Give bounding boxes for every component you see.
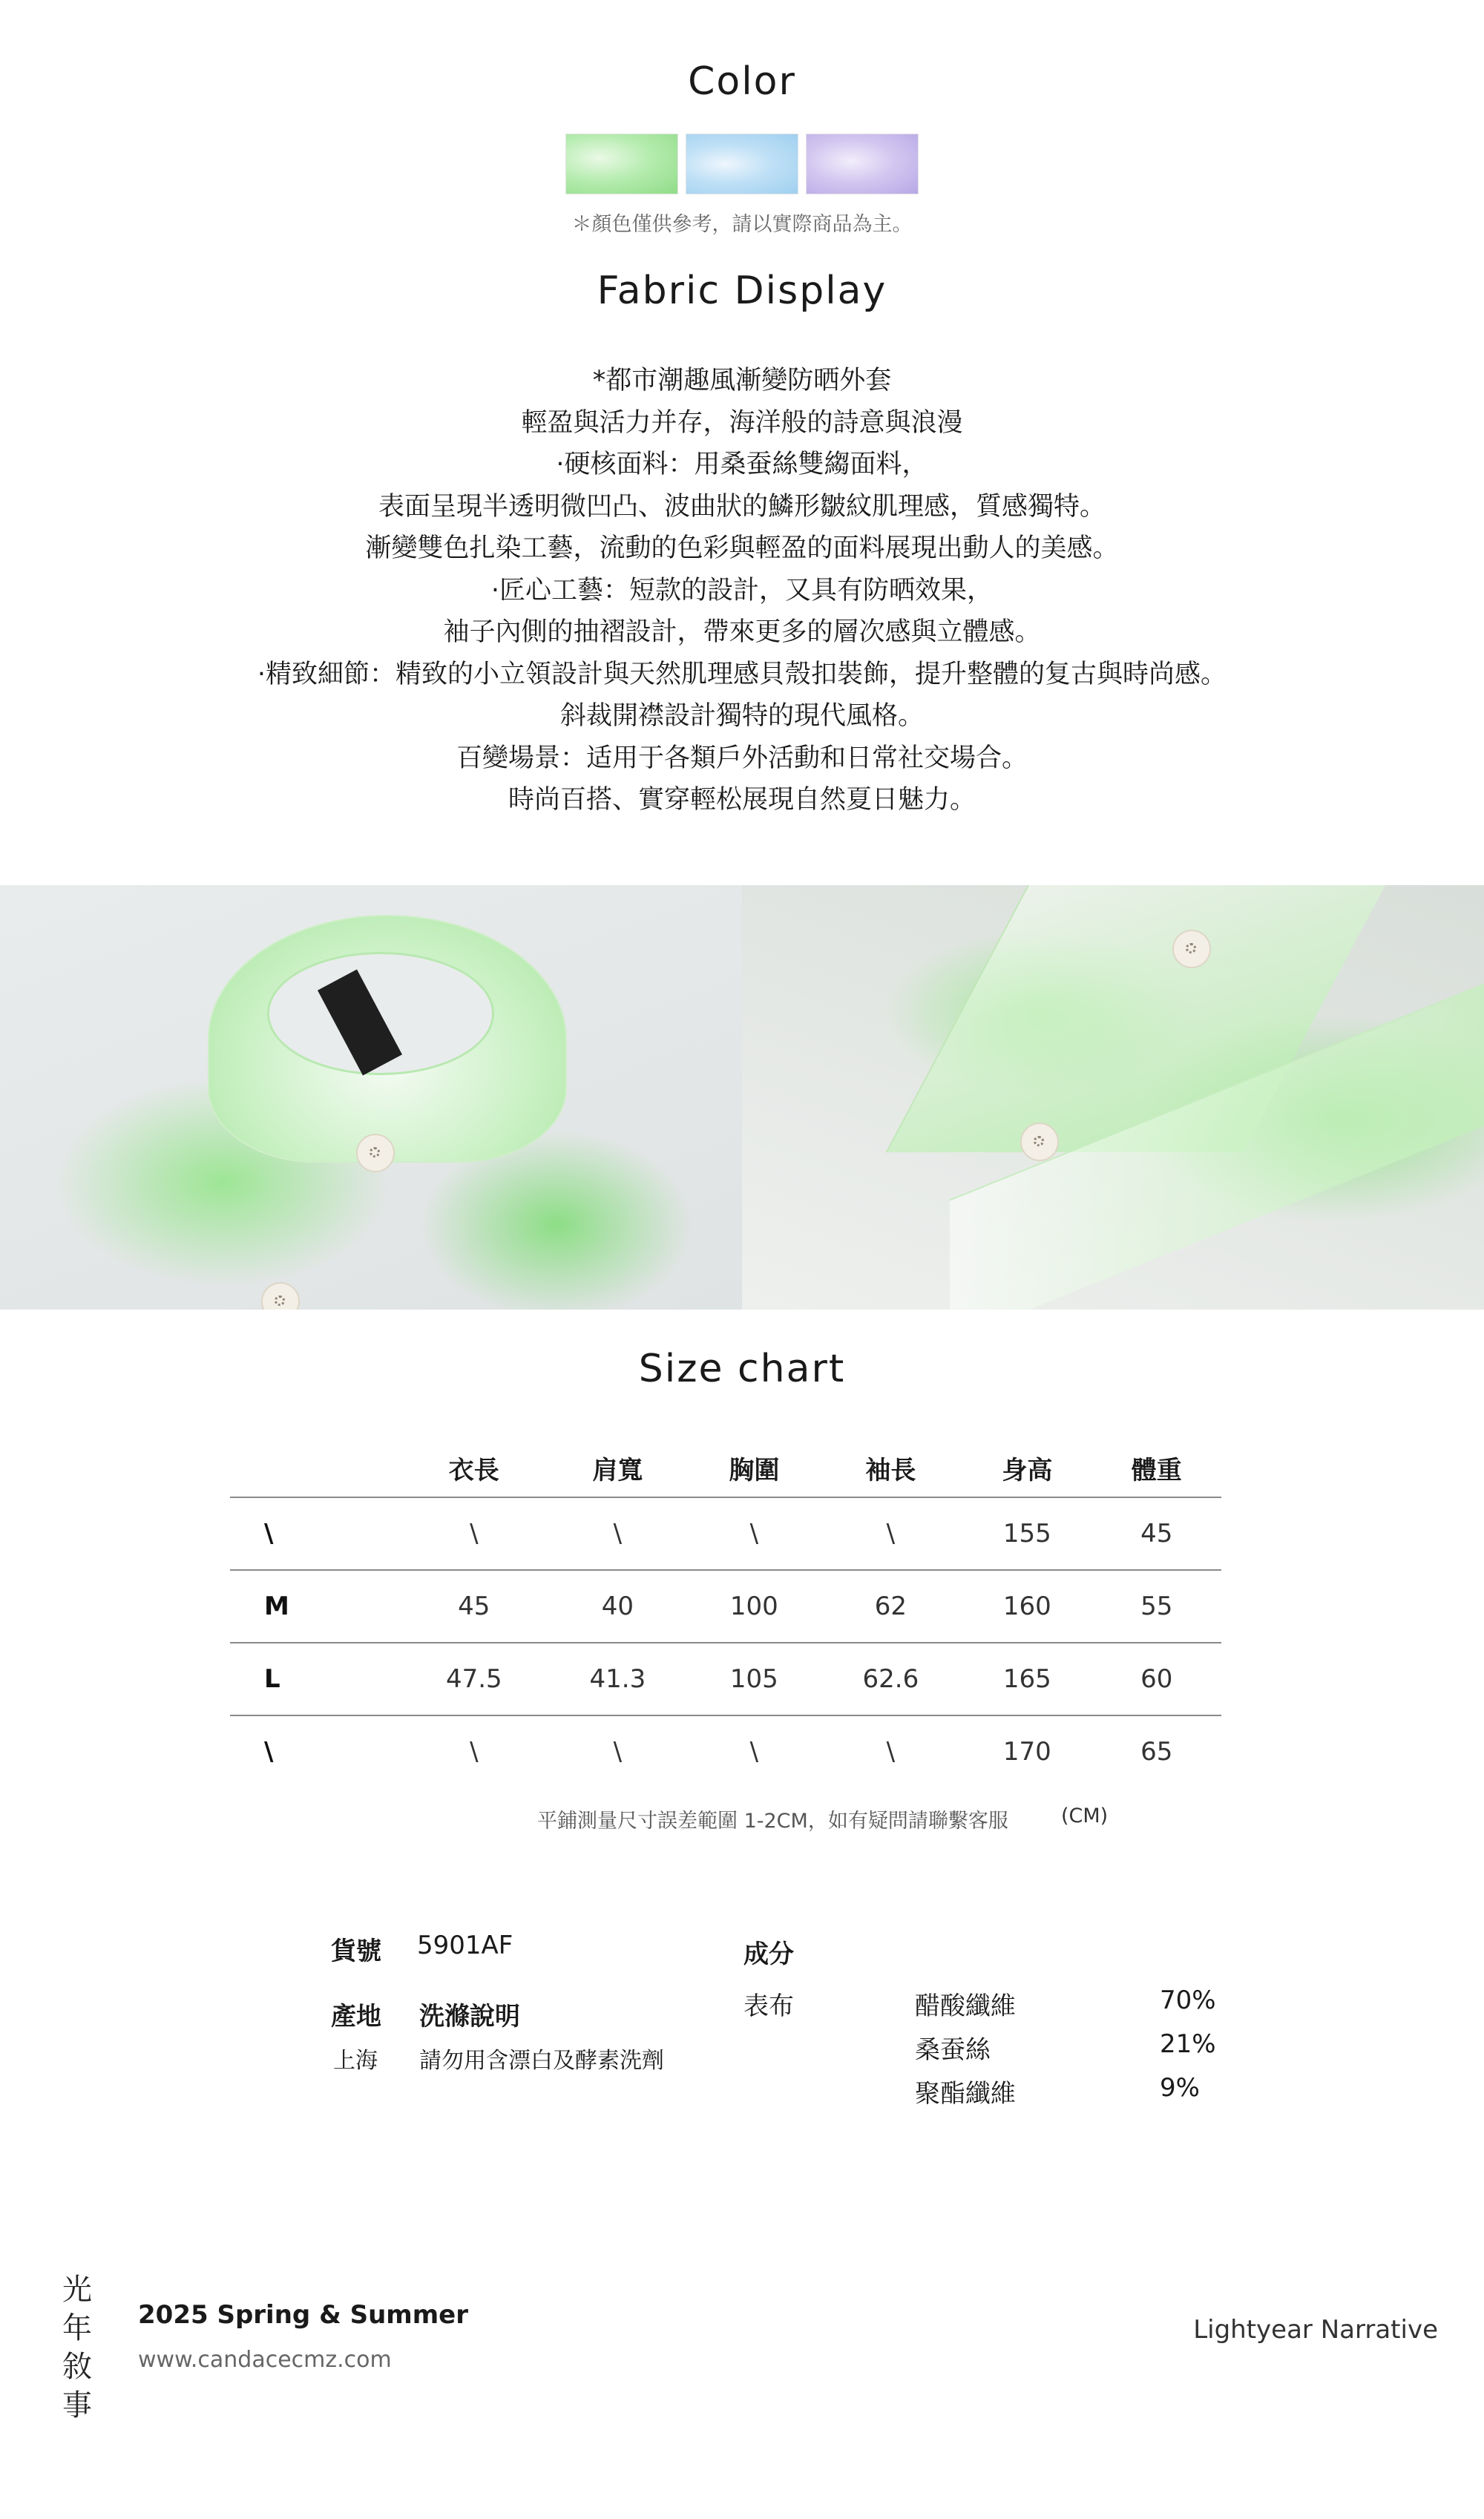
material-name: 聚酯纖維 <box>915 2079 1016 2109</box>
material-name: 桑蚕絲 <box>915 2035 991 2065</box>
table-header <box>230 1439 402 1497</box>
size-chart-table <box>230 1439 1221 1787</box>
table-cell: \ <box>819 1497 963 1570</box>
logo-char: 年 <box>62 2311 92 2345</box>
table-cell: \ <box>470 1737 479 1767</box>
shell-button <box>261 1282 300 1310</box>
table-cell: 60 <box>1092 1643 1221 1715</box>
table-cell: 100 <box>689 1570 818 1643</box>
fabric-label: 表布 <box>743 1991 794 2021</box>
table-cell: 62 <box>819 1570 963 1643</box>
description-line: 袖子內側的抽褶設計，帶來更多的層次感與立體感。 <box>443 617 1041 647</box>
size-chart-title: Size chart <box>638 1347 846 1391</box>
table-header: 肩寬 <box>546 1439 690 1497</box>
description-line: ·硬核面料：用桑蚕絲雙縐面料， <box>556 450 928 479</box>
table-cell: \ <box>689 1497 818 1570</box>
table-cell: M <box>230 1570 402 1643</box>
description-line: ·匠心工藝：短款的設計，又具有防晒效果， <box>490 575 994 605</box>
table-cell: 55 <box>1092 1570 1221 1643</box>
measurement-note: 平鋪測量尺寸誤差範圍 1-2CM，如有疑問請聯繫客服 <box>537 1810 1008 1833</box>
color-title: Color <box>688 59 796 104</box>
table-header: 身高 <box>962 1439 1091 1497</box>
table-header: 體重 <box>1092 1439 1221 1497</box>
item-number: 5901AF <box>417 1931 513 1960</box>
table-cell: \ <box>886 1737 896 1767</box>
care-instructions: 請勿用含漂白及酵素洗劑 <box>419 2048 664 2074</box>
swatch-purple[interactable] <box>806 134 919 194</box>
website-link[interactable]: www.candacecmz.com <box>138 2347 392 2373</box>
color-note: ＊顏色僅供參考，請以實際商品為主。 <box>571 213 913 236</box>
swatch-blue[interactable] <box>686 134 798 194</box>
fabric-title: Fabric Display <box>597 269 887 313</box>
table-cell: 40 <box>546 1570 690 1643</box>
description-line: 表面呈現半透明微凹凸、波曲狀的鱗形皺紋肌理感，質感獨特。 <box>378 491 1106 522</box>
table-cell: \ <box>613 1737 623 1767</box>
table-cell: 41.3 <box>546 1643 690 1715</box>
description-line: ·精致細節：精致的小立領設計與天然肌理感貝殼扣裝飾，提升整體的复古與時尚感。 <box>257 659 1227 689</box>
description-line: 斜裁開襟設計獨特的現代風格。 <box>559 701 924 731</box>
table-cell: \ <box>402 1497 546 1570</box>
hem-detail-photo <box>742 885 1484 1310</box>
table-cell: 62.6 <box>819 1643 963 1715</box>
unit-label: (CM) <box>1061 1804 1109 1827</box>
table-row <box>230 1570 1221 1643</box>
table-cell: 165 <box>962 1643 1091 1715</box>
table-cell: \ <box>230 1497 402 1570</box>
shell-button <box>1020 1123 1059 1161</box>
material-percent: 21% <box>1160 2029 1216 2059</box>
season-label: 2025 Spring & Summer <box>138 2300 468 2330</box>
table-header: 胸圍 <box>689 1439 818 1497</box>
care-label: 洗滌說明 <box>419 2002 520 2032</box>
shell-button <box>356 1134 395 1172</box>
description-line: 輕盈與活力并存，海洋般的詩意與浪漫 <box>521 407 963 438</box>
table-cell: 47.5 <box>402 1643 546 1715</box>
table-row <box>230 1497 1221 1570</box>
table-row <box>230 1715 1221 1787</box>
description-line: 百變場景：适用于各類戶外活動和日常社交場合。 <box>456 743 1028 773</box>
table-header: 袖長 <box>819 1439 963 1497</box>
description-line: 漸變雙色扎染工藝，流動的色彩與輕盈的面料展現出動人的美感。 <box>365 533 1119 563</box>
table-cell: \ <box>264 1737 274 1767</box>
swatch-green[interactable] <box>565 134 678 194</box>
brand-name: Lightyear Narrative <box>1193 2315 1438 2345</box>
item-number-label: 貨號 <box>331 1937 381 1966</box>
table-cell: 160 <box>962 1570 1091 1643</box>
origin-value: 上海 <box>333 2048 378 2074</box>
logo-char: 光 <box>62 2273 92 2307</box>
shell-button <box>1172 930 1211 968</box>
table-cell: 45 <box>1092 1497 1221 1570</box>
table-cell: 45 <box>402 1570 546 1643</box>
brand-logo-vertical <box>61 2270 93 2425</box>
table-header: 衣長 <box>402 1439 546 1497</box>
material-name: 醋酸纖維 <box>915 1991 1016 2021</box>
material-percent: 9% <box>1160 2073 1200 2103</box>
composition-label: 成分 <box>743 1940 794 1969</box>
description-line: 時尚百搭、實穿輕松展現自然夏日魅力。 <box>508 785 976 815</box>
table-cell: 105 <box>689 1643 818 1715</box>
table-cell: \ <box>749 1737 759 1767</box>
table-row <box>230 1643 1221 1715</box>
table-header-row <box>230 1439 1221 1497</box>
table-cell: L <box>230 1643 402 1715</box>
logo-char: 敘 <box>62 2350 92 2384</box>
logo-char: 事 <box>62 2388 92 2423</box>
description-line: *都市潮趣風漸變防晒外套 <box>592 366 892 395</box>
material-percent: 70% <box>1160 1986 1216 2015</box>
collar-detail-photo <box>0 885 742 1310</box>
color-swatches <box>0 134 1484 194</box>
table-cell: 170 <box>1002 1737 1051 1767</box>
fabric-description <box>0 360 1484 821</box>
origin-label: 產地 <box>331 2002 381 2032</box>
table-cell: 155 <box>962 1497 1091 1570</box>
table-cell: 65 <box>1140 1737 1173 1767</box>
table-cell: \ <box>546 1497 690 1570</box>
